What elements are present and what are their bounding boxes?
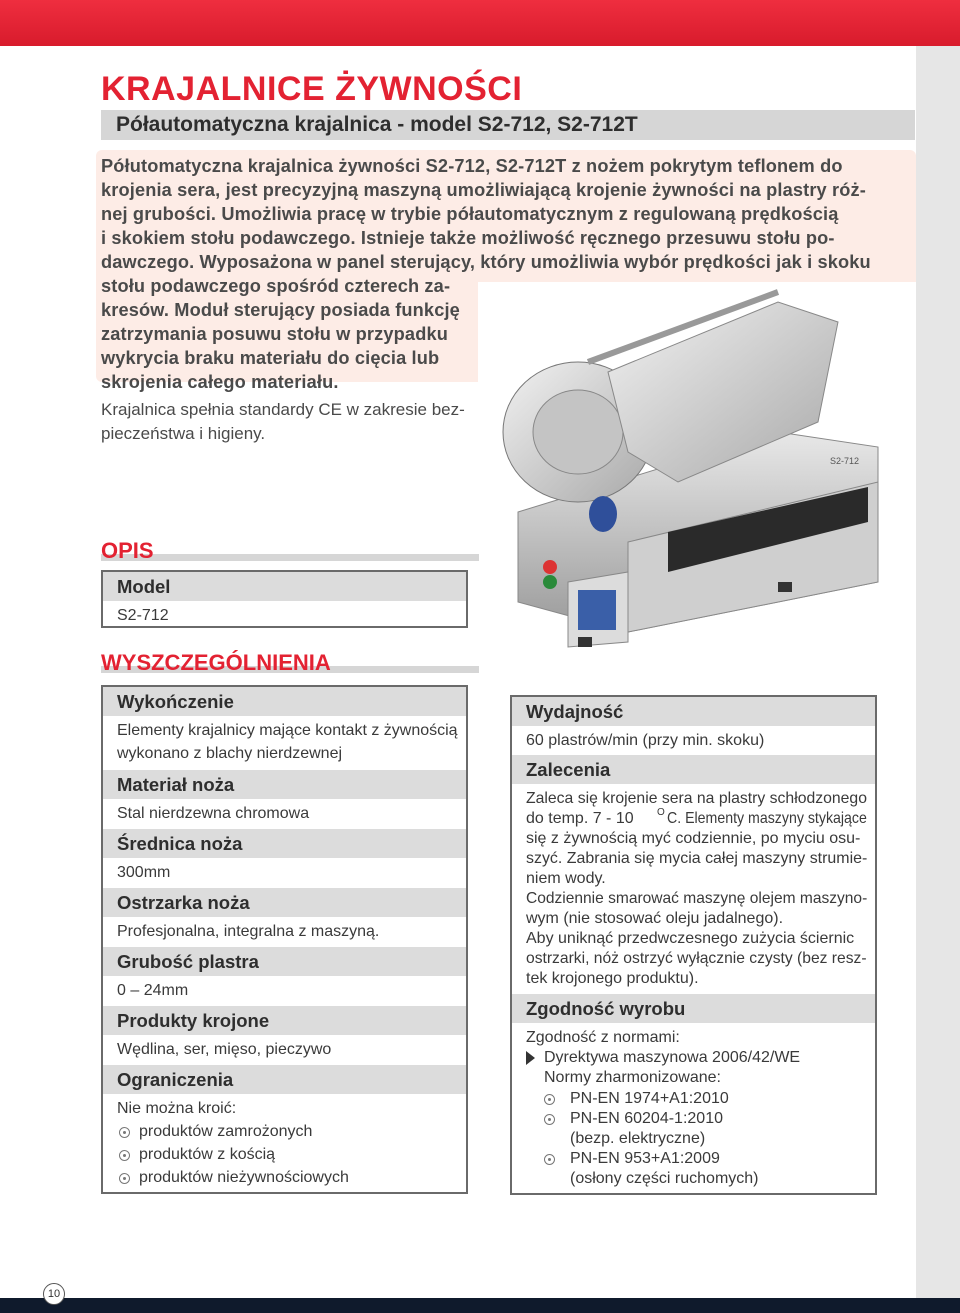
norm-item: (bezp. elektryczne) [570,1130,706,1147]
circle-bullet-icon [544,1154,555,1165]
detail-text: Stal nierdzewna chromowa [117,805,310,822]
product-image [478,282,916,674]
detail-bullet: produktów zamrożonych [139,1123,313,1140]
intro-line: stołu podawczego spośród czterech za- [101,276,451,296]
detail-text: Normy zharmonizowane: [544,1069,721,1086]
detail-text: tek krojonego produktu). [526,970,699,987]
detail-label: Zgodność wyrobu [512,994,875,1023]
details-heading: WYSZCZEGÓLNIENIA [101,650,331,675]
detail-text: się z żywnością myć codziennie, po myciu osu- [526,830,861,847]
detail-text: 300mm [117,864,171,881]
intro-line: Półutomatyczna krajalnica żywności S2-712, S2-712T z nożem pokrytym teflonem do [101,156,843,176]
opis-heading: OPIS [101,538,154,563]
detail-label: Materiał noża [103,770,466,799]
norm-item: (osłony części ruchomych) [570,1170,759,1187]
detail-text: Codziennie smarować maszynę olejem maszyno- [526,890,868,907]
intro-line: wykrycia braku materiału do cięcia lub [101,348,440,368]
intro-line: i skokiem stołu podawczego. Istnieje także możliwość ręcznego przesuwu stołu po- [101,228,835,248]
page-subtitle: Półautomatyczna krajalnica - model S2-712, S2-712T [116,113,638,136]
detail-label: Produkty krojone [103,1006,466,1035]
circle-bullet-icon [544,1094,555,1105]
model-plate: S2-712 [830,456,860,466]
intro-line: zatrzymania posuwu stołu w przypadku [101,324,448,344]
standards-line: pieczeństwa i higieny. [101,424,266,443]
detail-label: Ograniczenia [103,1065,466,1094]
detail-text: do temp. 7 - 10 [526,810,634,827]
detail-label: Wykończenie [103,687,466,716]
circle-bullet-icon [119,1127,130,1138]
detail-text: niem wody. [526,870,606,887]
detail-text: Profesjonalna, integralna z maszyną. [117,923,380,940]
detail-text: wym (nie stosować oleju jadalnego). [526,910,784,927]
circle-bullet-icon [544,1114,555,1125]
detail-text: 60 plastrów/min (przy min. skoku) [526,732,765,749]
norm-item: PN-EN 953+A1:2009 [570,1150,720,1167]
detail-text: C. Elementy maszyny stykające [667,810,867,827]
detail-label: Ostrzarka noża [103,888,466,917]
detail-text: Zgodność z normami: [526,1029,680,1046]
detail-text: Wędlina, ser, mięso, pieczywo [117,1041,332,1058]
detail-label: Wydajność [512,697,875,726]
meat-slicer-illustration [478,282,916,674]
intro-line: krojenia sera, jest precyzyjną maszyną umożliwiającą krojenie żywności na plastry róż- [101,180,866,200]
intro-line: dawczego. Wyposażona w panel sterujący, który umożliwia wybór prędkości jak i skoku [101,252,871,272]
detail-text: Aby uniknąć przedwczesnego zużycia ściernic [526,930,855,947]
norm-item: PN-EN 60204-1:2010 [570,1110,723,1127]
model-box [101,570,468,628]
page-title: KRAJALNICE ŻYWNOŚCI [101,70,523,108]
bottom-navy-bar [0,1298,960,1313]
detail-label: Grubość plastra [103,947,466,976]
model-value: S2-712 [117,607,169,624]
intro-line: kresów. Moduł sterujący posiada funkcję [101,300,460,320]
detail-text: Dyrektywa maszynowa 2006/42/WE [544,1049,801,1066]
detail-label: Średnica noża [103,829,466,858]
details-right-box [510,695,877,1195]
page-number: 10 [43,1283,65,1305]
detail-text: szyć. Zabrania się mycia całej maszyny strumie- [526,850,868,867]
detail-text: Nie można kroić: [117,1100,237,1117]
detail-bullet: produktów nieżywnościowych [139,1169,349,1186]
detail-text: 0 – 24mm [117,982,189,999]
opis-underline [101,554,479,561]
superscript-o: O [657,807,665,818]
detail-label: Zalecenia [512,755,875,784]
details-left-box [101,685,468,1194]
detail-text: ostrzarki, nóż ostrzyć wyłącznie czysty (bez resz- [526,950,867,967]
circle-bullet-icon [119,1173,130,1184]
standards-line: Krajalnica spełnia standardy CE w zakresie bez- [101,400,465,419]
triangle-bullet-icon [526,1051,535,1065]
norm-item: PN-EN 1974+A1:2010 [570,1090,729,1107]
right-gray-strip [916,46,960,1298]
model-label: Model [103,572,466,601]
detail-text: wykonano z blachy nierdzewnej [117,745,343,762]
intro-line: nej grubości. Umożliwia pracę w trybie półautomatycznym z regulowaną prędkością [101,204,839,224]
detail-text: Elementy krajalnicy mające kontakt z żywnością [117,722,458,739]
top-red-bar [0,0,960,46]
circle-bullet-icon [119,1150,130,1161]
detail-text: Zaleca się krojenie sera na plastry schłodzonego [526,790,867,807]
detail-bullet: produktów z kością [139,1146,276,1163]
intro-line: skrojenia całego materiału. [101,372,339,392]
